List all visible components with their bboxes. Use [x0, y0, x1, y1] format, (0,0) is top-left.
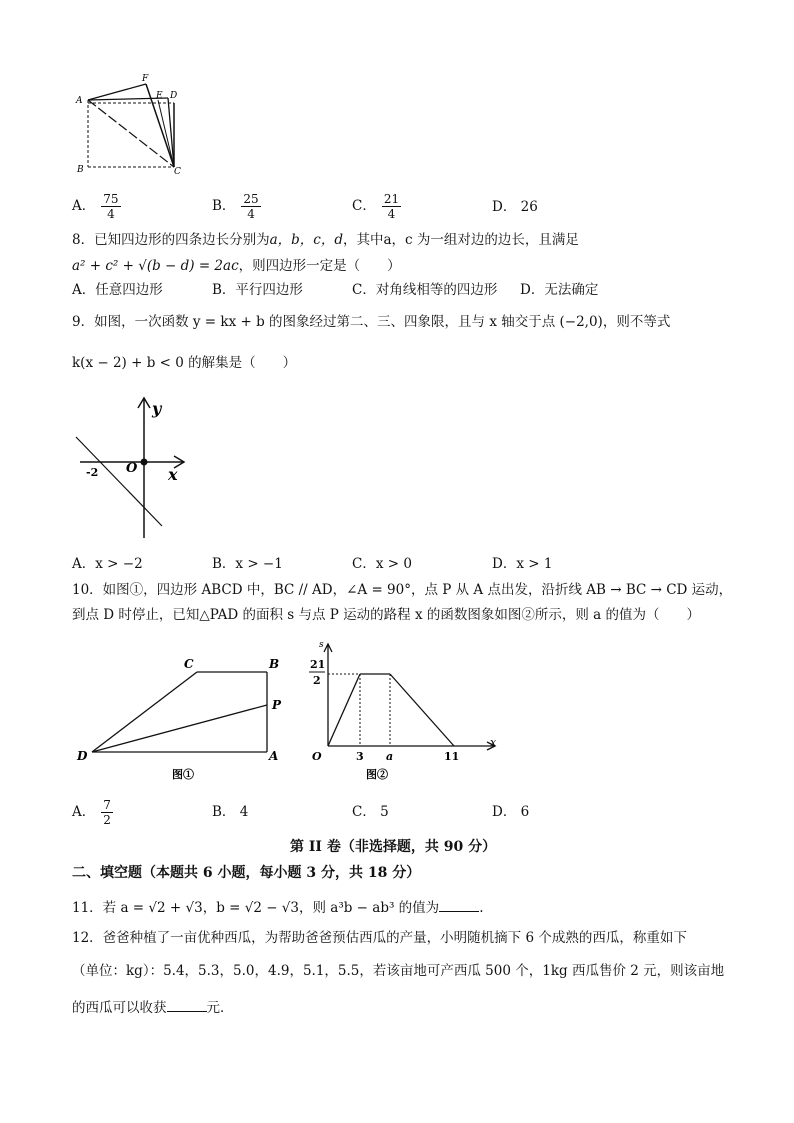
q9-line2: k(x − 2) + b < 0 的解集是（ ）	[72, 355, 297, 371]
q8-option-a: A．任意四边形	[72, 282, 163, 298]
q10-option-b: B． 4	[212, 804, 249, 820]
q8-equation: a² + c² + √(b − d) = 2ac	[72, 258, 239, 274]
fig1-label-a: A	[269, 749, 279, 763]
fig2-origin: O	[312, 750, 322, 763]
q9-option-a: A．x > −2	[72, 556, 143, 572]
q11-line: 11．若 a = √2 + √3，b = √2 − √3，则 a³b − ab³ 的值为 .	[72, 897, 483, 918]
q7-option-c: C． $\frac{21}{4}$	[352, 192, 400, 221]
fig2-s-label: s	[319, 640, 324, 650]
q10-option-c: C． 5	[352, 804, 389, 820]
fig1-caption: 图①	[172, 768, 194, 781]
fig2-tick-a: a	[386, 750, 394, 763]
q10-line2: 到点 D 时停止，已知△PAD 的面积 s 与点 P 运动的路程 x 的函数图象如图②所示，则 a 的值为（ ）	[72, 607, 700, 623]
fig1-label-c: C	[184, 657, 194, 671]
q8-option-d: D．无法确定	[520, 282, 599, 298]
q12-line2: （单位：kg）：5.4，5.3，5.0，4.9，5.1，5.5，若该亩地可产西瓜 500 个，1kg 西瓜售价 2 元，则该亩地	[72, 963, 725, 979]
fig2-tick-3: 3	[356, 750, 364, 763]
q11-answer-blank[interactable]	[439, 897, 479, 912]
fig1-label-d: D	[77, 749, 88, 763]
q10-line1: 10．如图①，四边形 ABCD 中，BC // AD，∠A = 90°，点 P 从 A 点出发，沿折线 AB → BC → CD 运动，	[72, 582, 733, 598]
q9-origin-label: O	[126, 461, 138, 476]
q9-option-d: D．x > 1	[492, 556, 553, 572]
fig2-y-numerator: 21	[310, 658, 326, 671]
section-heading: 二、填空题（本题共 6 小题，每小题 3 分，共 18 分）	[72, 865, 421, 881]
fig2-tick-11: 11	[444, 750, 460, 763]
q8-option-b: B．平行四边形	[212, 282, 303, 298]
q12-line3: 的西瓜可以收获 元．	[72, 997, 234, 1018]
q8-option-c: C．对角线相等的四边形	[352, 282, 498, 298]
q9-option-b: B．x > −1	[212, 556, 283, 572]
label-E: E	[156, 91, 163, 101]
fig1-label-b: B	[269, 657, 280, 671]
fig1-label-p: P	[272, 698, 282, 712]
q7-option-a: A． $\frac{75}{4}$	[72, 192, 119, 221]
label-D: D	[170, 91, 178, 101]
label-F: F	[142, 74, 149, 84]
label-B: B	[77, 165, 84, 175]
q10-option-a: A． $\frac{7}{2}$	[72, 798, 111, 827]
q9-x-axis-label: x	[168, 465, 178, 484]
q10-figure-2	[300, 636, 505, 786]
fig2-caption: 图②	[366, 768, 388, 781]
q10-figure-1	[72, 650, 292, 790]
fig2-x-label: x	[490, 736, 497, 749]
q9-intercept-label: -2	[86, 466, 99, 479]
q12-line1: 12．爸爸种植了一亩优种西瓜，为帮助爸爸预估西瓜的产量，小明随机摘下 6 个成熟的西瓜，称重如下	[72, 930, 687, 946]
fig2-y-denominator: 2	[313, 674, 321, 687]
q7-option-d: D． 26	[492, 199, 538, 215]
volume-title: 第 II 卷（非选择题，共 90 分）	[290, 839, 497, 855]
q8-line2: a² + c² + √(b − d) = 2ac，则四边形一定是（ ）	[72, 258, 401, 274]
q9-option-c: C．x > 0	[352, 556, 412, 572]
q12-answer-blank[interactable]	[167, 997, 207, 1012]
label-A: A	[76, 96, 83, 106]
q9-figure	[72, 392, 192, 542]
q7-option-b: B． $\frac{25}{4}$	[212, 192, 259, 221]
q8-line1: 8．已知四边形的四条边长分别为a，b，c，d，其中a，c 为一组对边的边长，且满足	[72, 232, 579, 248]
q9-line1: 9．如图，一次函数 y = kx + b 的图象经过第二、三、四象限，且与 x 轴交于点 (−2,0)，则不等式	[72, 314, 671, 330]
label-C: C	[174, 167, 181, 177]
q7-figure	[70, 70, 190, 178]
q10-option-d: D． 6	[492, 804, 530, 820]
q9-y-axis-label: y	[152, 399, 162, 418]
